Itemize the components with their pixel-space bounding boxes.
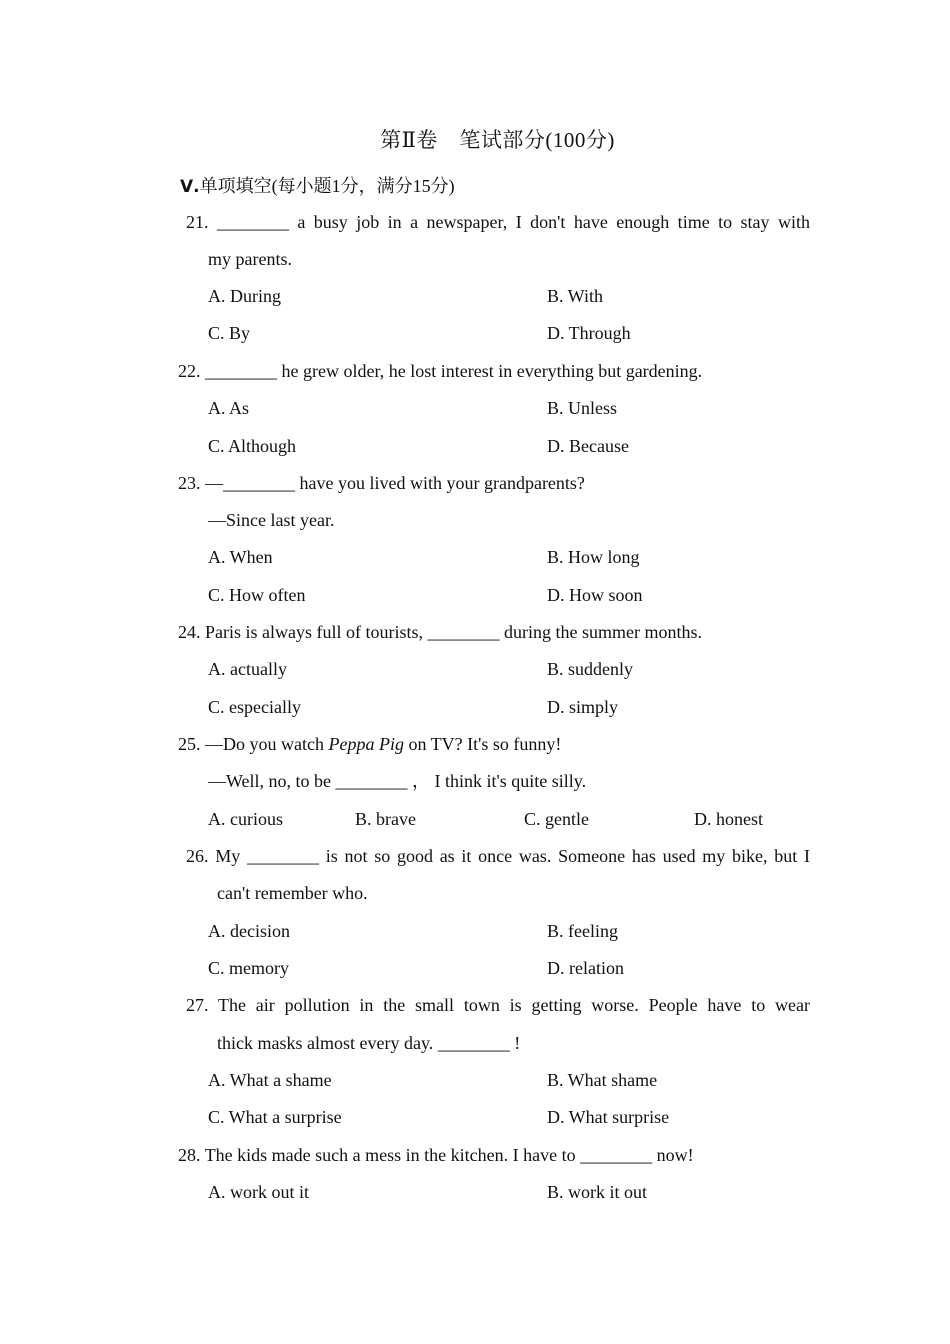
question-21-stem: 21. ________ a busy job in a newspaper, I don't have enough time to stay with	[186, 212, 810, 232]
question-26-option-c: C. memory	[208, 958, 289, 978]
question-21-option-d: D. Through	[547, 323, 631, 343]
question-25-option-d: D. honest	[694, 809, 763, 829]
question-23-option-b: B. How long	[547, 547, 640, 567]
question-21-option-a: A. During	[208, 286, 281, 306]
question-25-option-b: B. brave	[355, 809, 416, 829]
question-22-option-c: C. Although	[208, 436, 297, 456]
question-27-stem-cont: thick masks almost every day. ________ !	[217, 1033, 521, 1053]
question-23-reply: —Since last year.	[208, 510, 335, 530]
question-24-option-d: D. simply	[547, 697, 619, 717]
question-25-option-c: C. gentle	[524, 809, 589, 829]
question-21-stem-cont: my parents.	[208, 249, 292, 269]
question-26-option-a: A. decision	[208, 921, 290, 941]
question-27-option-d: D. What surprise	[547, 1107, 670, 1127]
question-26-option-b: B. feeling	[547, 921, 618, 941]
question-22-option-b: B. Unless	[547, 398, 618, 418]
question-27-option-a: A. What a shame	[208, 1070, 332, 1090]
question-22-stem: 22. ________ he grew older, he lost interest in everything but gardening.	[178, 361, 703, 381]
question-23-option-c: C. How often	[208, 585, 306, 605]
section-heading	[180, 172, 455, 198]
show-title: Peppa Pig	[328, 734, 404, 754]
question-21-option-b: B. With	[547, 286, 603, 306]
question-24-option-c: C. especially	[208, 697, 301, 717]
question-25-option-a: A. curious	[208, 809, 283, 829]
question-24-option-a: A. actually	[208, 659, 287, 679]
page-title: 第Ⅱ卷 笔试部分(100分)	[380, 128, 615, 152]
question-27-stem: 27. The air pollution in the small town is getting worse. People have to wear	[186, 995, 810, 1015]
question-23-stem: 23. —________ have you lived with your grandparents?	[178, 473, 585, 493]
section-heading-text: 单项填空(每小题1分，满分15分)	[199, 176, 455, 196]
question-27-option-b: B. What shame	[547, 1070, 658, 1090]
question-21-option-c: C. By	[208, 323, 251, 343]
question-27-option-c: C. What a surprise	[208, 1107, 342, 1127]
question-24-option-b: B. suddenly	[547, 659, 634, 679]
question-28-option-a: A. work out it	[208, 1182, 309, 1202]
question-22-option-d: D. Because	[547, 436, 629, 456]
question-23-option-d: D. How soon	[547, 585, 643, 605]
question-26-option-d: D. relation	[547, 958, 624, 978]
question-25-stem: 25. —Do you watch Peppa Pig on TV? It's so funny!	[178, 734, 562, 754]
question-23-option-a: A. When	[208, 547, 273, 567]
question-22-option-a: A. As	[208, 398, 250, 418]
question-26-stem: 26. My ________ is not so good as it once was. Someone has used my bike, but I	[186, 846, 811, 866]
question-24-stem: 24. Paris is always full of tourists, ________ during the summer months.	[178, 622, 702, 642]
section-numeral: Ⅴ.	[180, 177, 200, 197]
question-28-stem: 28. The kids made such a mess in the kitchen. I have to ________ now!	[178, 1145, 694, 1165]
question-25-reply: —Well, no, to be ________ ， I think it's quite silly.	[208, 771, 587, 791]
question-28-option-b: B. work it out	[547, 1182, 648, 1202]
question-26-stem-cont: can't remember who.	[217, 883, 368, 903]
